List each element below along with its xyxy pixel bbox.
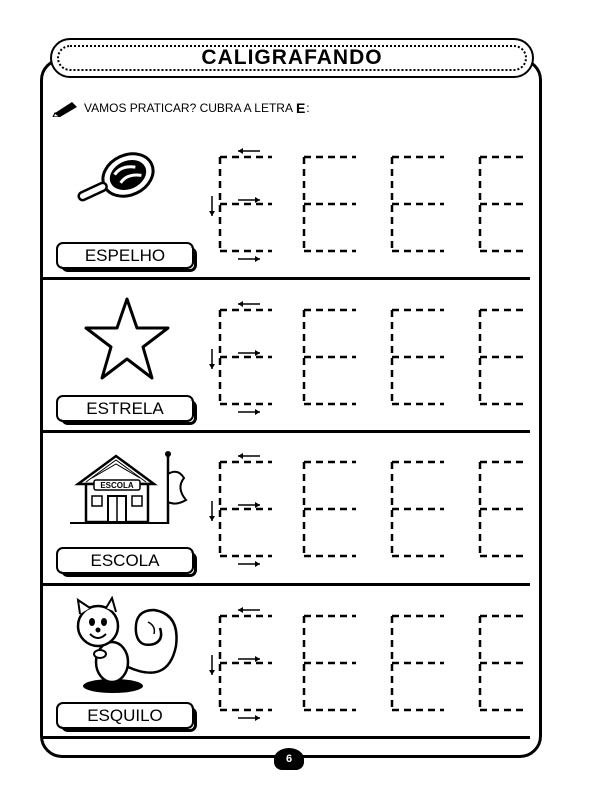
word-text: ESPELHO (84, 245, 166, 265)
word-text: ESCOLA (90, 550, 160, 570)
stroke-arrow-head (238, 301, 243, 307)
instruction-text: VAMOS PRATICAR? CUBRA A LETRA (84, 101, 293, 115)
instruction-letter: E (295, 100, 306, 116)
word-text: ESQUILO (87, 705, 163, 725)
page-title: CALIGRAFANDO (57, 45, 527, 71)
school-sign: ESCOLA (100, 481, 134, 490)
stroke-arrow-head (209, 670, 215, 675)
stroke-arrow-head (255, 656, 260, 662)
stroke-arrow-head (209, 516, 215, 521)
stroke-arrow-head (238, 453, 243, 459)
stroke-arrow-head (255, 197, 260, 203)
stroke-arrow-head (255, 715, 260, 721)
stroke-arrow-head (209, 364, 215, 369)
instruction-colon: : (306, 101, 310, 115)
stroke-arrow-head (255, 502, 260, 508)
stroke-arrow-head (255, 561, 260, 567)
stroke-arrow-head (255, 256, 260, 262)
stroke-arrow-head (255, 409, 260, 415)
stroke-arrow-head (255, 350, 260, 356)
stroke-arrow-head (238, 148, 243, 154)
stroke-arrow-head (209, 211, 215, 216)
stroke-arrow-head (238, 607, 243, 613)
word-text: ESTRELA (86, 398, 164, 418)
page-number: 6 (274, 748, 304, 770)
